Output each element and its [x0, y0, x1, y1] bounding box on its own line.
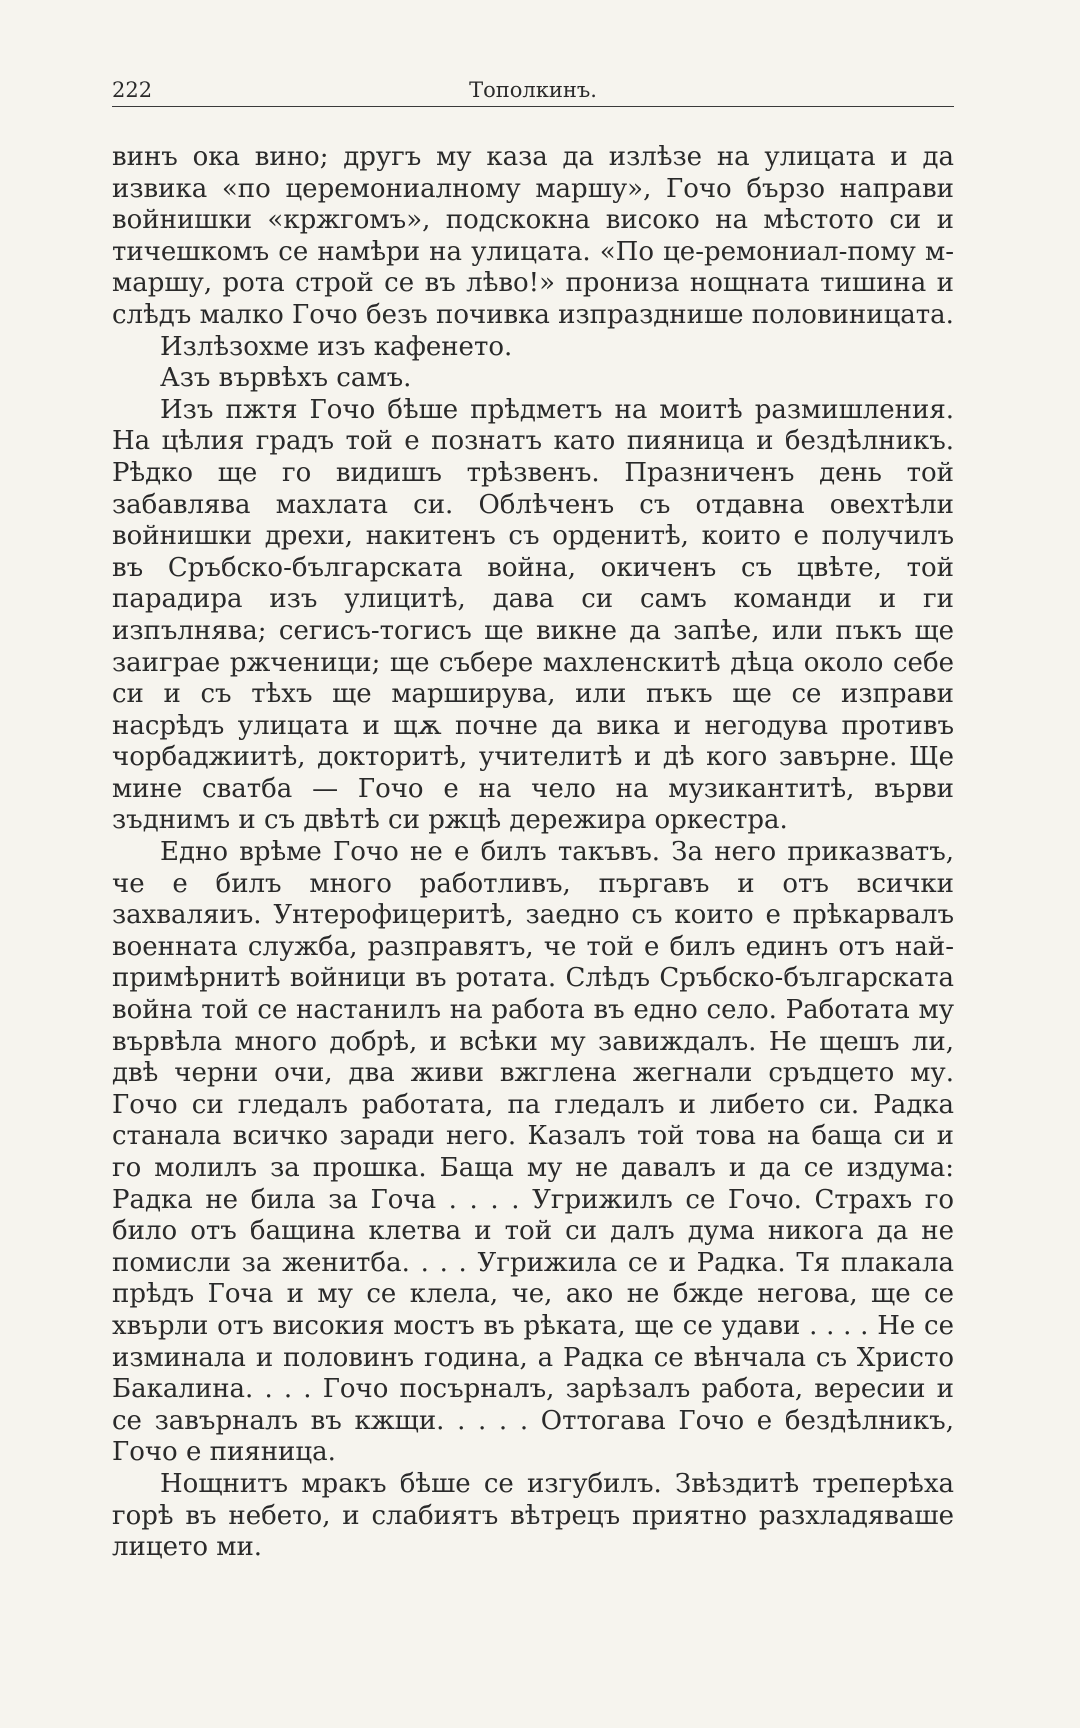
body-text — [112, 142, 954, 1564]
paragraph: Изъ пжтя Гочо бѣше прѣдметъ на моитѣ размишления. На цѣлия градъ той е познатъ като пияница и бездѣлникъ. Рѣдко ще го видишъ трѣзвенъ. Празниченъ день той забавлява махлата си. Облѣченъ съ отдавна овехтѣли войнишки дрехи, накитенъ съ орденитѣ, които е получилъ въ Сръбско-българската война, окиченъ съ цвѣте, той парадира изъ улицитѣ, дава си самъ команди и ги изпълнява; сегисъ-тогисъ ще викне да запѣе, или пъкъ ще заиграе ржченици; ще събере махленскитѣ дѣца около себе си и съ тѣхъ ще марширува, или пъкъ ще се изправи насрѣдъ улицата и щѫ почне да вика и негодува противъ чорбаджиитѣ, докторитѣ, учителитѣ и дѣ кого завърне. Ще мине сватба — Гочо е на чело на музикантитѣ, върви зъднимъ и съ двѣтѣ си ржцѣ дережира оркестра. — [112, 394, 954, 836]
paragraph: Азъ вървѣхъ самъ. — [160, 363, 412, 394]
paragraph: Едно врѣме Гочо не е билъ такъвъ. За него приказватъ, че е билъ много работливъ, пъргавъ и отъ всички захваляиъ. Унтерофицеритѣ, заедно съ които е прѣкарвалъ военната служба, разправятъ, че той е билъ единъ отъ най-примѣрнитѣ войници въ ротата. Слѣдъ Сръбско-българската война той се настанилъ на работа въ едно село. Работата му вървѣла много добрѣ, и всѣки му завиждалъ. Не щешъ ли, двѣ черни очи, два живи вжглена жегнали сръдцето му. Гочо си гледалъ работата, па гледалъ и либето си. Радка станала всичко заради него. Казалъ той това на баща си и го молилъ за прошка. Баща му не давалъ и да се издума: Радка не била за Гоча . . . . Угрижилъ се Гочо. Страхъ го било отъ бащина клетва и той си далъ дума никога да не помисли за женитба. . . . Угрижила се и Радка. Тя плакала прѣдъ Гоча и му се клела, че, ако не бжде негова, ще се хвърли отъ високия мостъ въ рѣката, ще се удави . . . . Не се изминала и половинъ година, а Радка се вѣнчала съ Христо Бакалина. . . . Гочо посърналъ, зарѣзалъ работа, вересии и се завърналъ въ кжщи. . . . . Оттогава Гочо е бездѣлникъ, Гочо е пияница. — [112, 837, 954, 1468]
running-title: Тополкинъ. — [469, 78, 597, 102]
paragraph: винъ ока вино; другъ му каза да излѣзе на улицата и да извика «по церемониалному маршу», Гочо бързо направи войнишки «кржгомъ», подскокна високо на мѣстото си и тичешкомъ се намѣри на улицата. «По це-ремониал-пому м-маршу, рота строй се въ лѣво!» прониза нощната тишина и слѣдъ малко Гочо безъ почивка изпразднише половиницата. — [112, 142, 954, 330]
header-rule — [112, 106, 954, 107]
paragraph: Нощнитъ мракъ бѣше се изгубилъ. Звѣздитѣ треперѣха горѣ въ небето, и слабиятъ вѣтрецъ приятно разхладяваше лицето ми. — [112, 1468, 954, 1563]
page-number: 222 — [112, 78, 153, 102]
paragraph: Излѣзохме изъ кафенето. — [160, 331, 513, 362]
page-header — [112, 74, 954, 108]
